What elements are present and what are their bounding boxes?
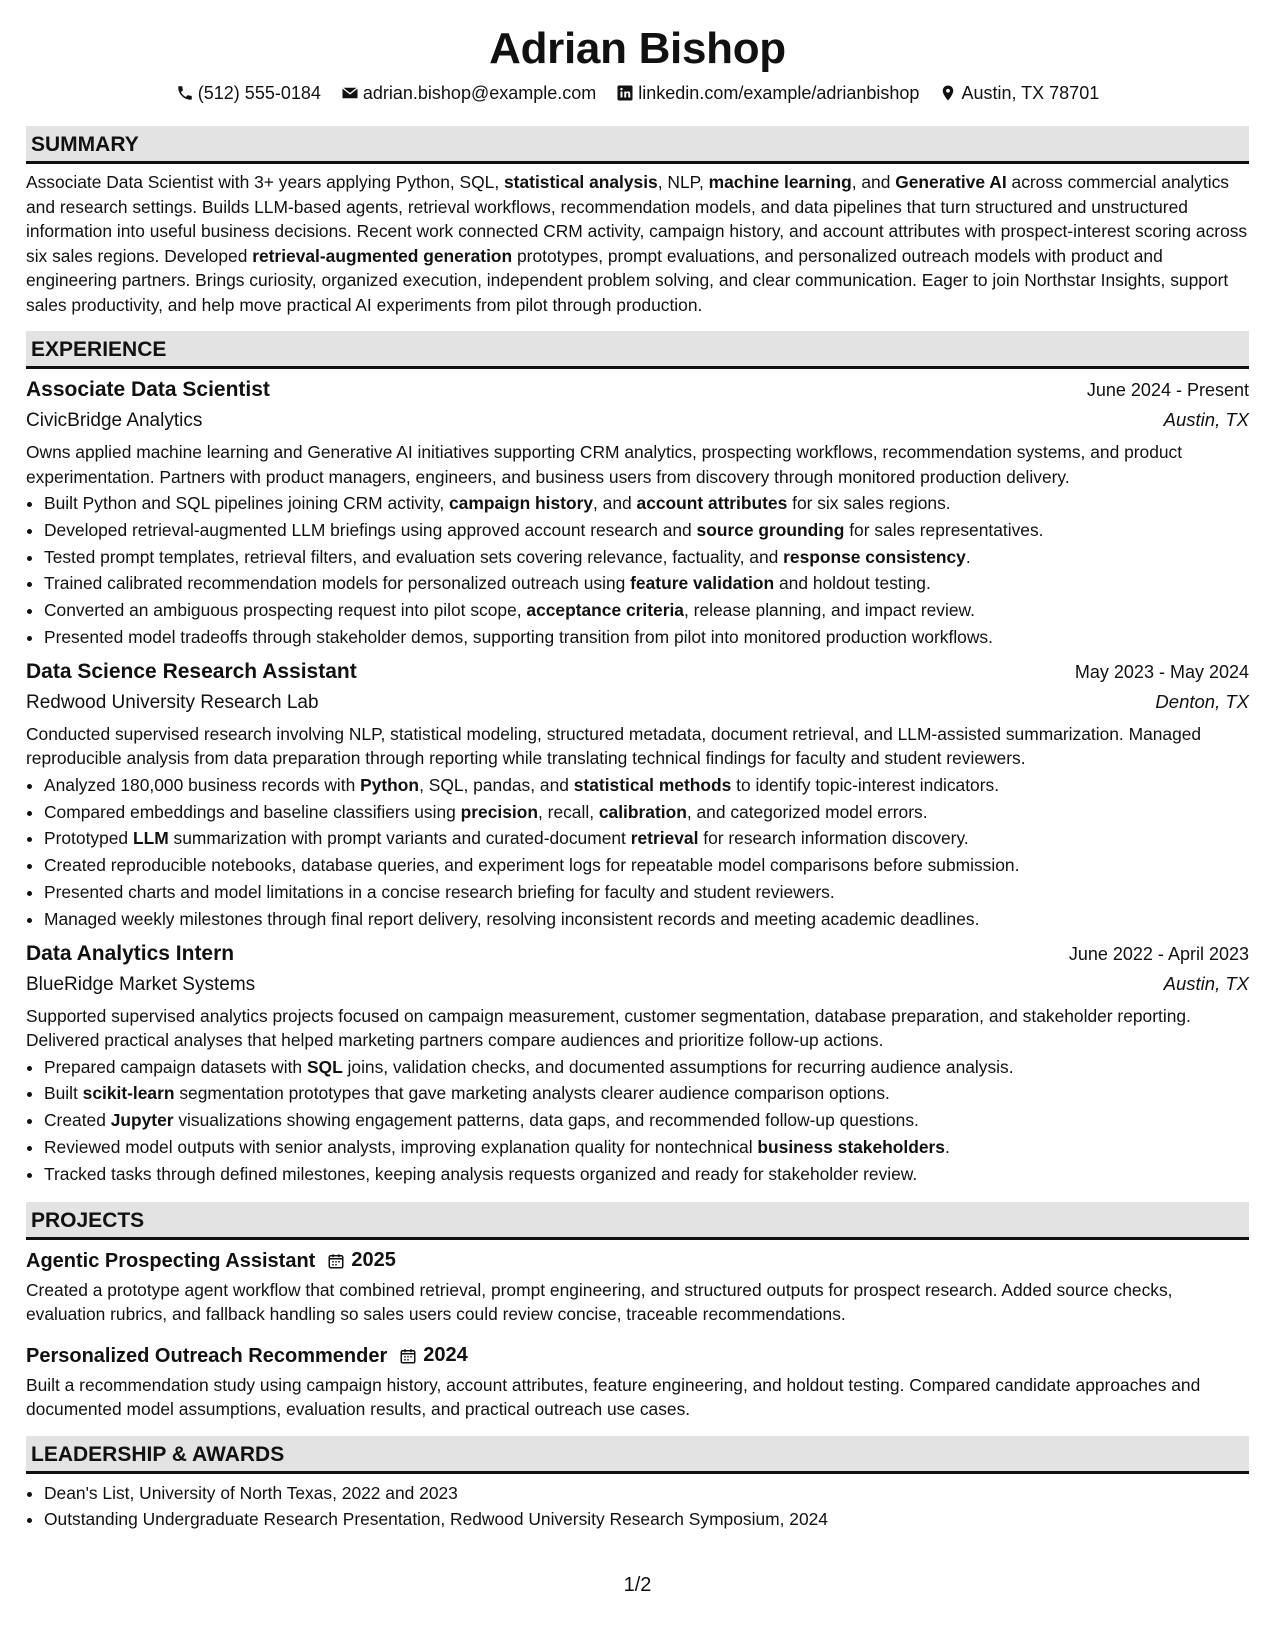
- text-run: Compared embeddings and baseline classifiers using: [44, 801, 461, 822]
- project-entry: [26, 1341, 1249, 1422]
- job-location: Austin, TX: [1163, 409, 1249, 430]
- bullet-item: [44, 570, 1249, 597]
- job-entry: [26, 375, 1249, 651]
- text-run: , SQL, pandas, and: [419, 774, 574, 795]
- award-item: • Outstanding Undergraduate Research Presentation, Redwood University Research Symposium, 2024: [44, 1506, 1249, 1533]
- job-title: Data Science Research Assistant: [26, 659, 357, 683]
- contact-email[interactable]: [341, 80, 596, 106]
- job-entry: [26, 657, 1249, 933]
- bullet-item: [44, 597, 1249, 624]
- text-run: Presented charts and model limitations in a concise research briefing for faculty and student reviewers.: [44, 881, 835, 902]
- linkedin-link[interactable]: linkedin.com/example/adrianbishop: [638, 83, 920, 103]
- text-run: Created reproducible notebooks, database queries, and experiment logs for repeatable model comparisons before submission.: [44, 855, 1020, 876]
- text-run: for sales representatives.: [844, 519, 1044, 540]
- job-location: Denton, TX: [1155, 690, 1249, 712]
- job-location: Austin, TX: [1163, 972, 1249, 994]
- section-heading-projects: PROJECTS: [26, 1202, 1249, 1240]
- text-run: Reviewed model outputs with senior analysts, improving explanation quality for nontechnical: [44, 1136, 758, 1157]
- bullet-item: [44, 799, 1249, 826]
- bullet-item: [44, 1054, 1249, 1081]
- bullet-item: [44, 624, 1249, 651]
- bullet-item: [44, 1134, 1249, 1161]
- email-link[interactable]: adrian.bishop@example.com: [362, 83, 597, 103]
- bold-keyword: statistical analysis: [504, 172, 658, 192]
- text-run: , NLP,: [657, 172, 709, 192]
- bold-keyword: source grounding: [696, 519, 845, 540]
- text-run: Presented model tradeoffs through stakeholder demos, supporting transition from pilot into monitored production workflows.: [44, 626, 993, 647]
- phone-text: (512) 555-0184: [197, 83, 321, 103]
- job-dates: June 2024 - Present: [1086, 380, 1249, 400]
- project-description: Created a prototype agent workflow that combined retrieval, prompt engineering, and structured outputs for prospect research. Added source checks, evaluation rubrics, and fallback handling so sales users could review concise, traceable recommendations.: [26, 1279, 1173, 1325]
- job-bullets: [26, 772, 1249, 933]
- text-run: summarization with prompt variants and curated-document: [168, 828, 631, 849]
- resume-page: [26, 22, 1249, 1533]
- bold-keyword: response consistency: [783, 546, 966, 567]
- bullet-item: [44, 852, 1249, 879]
- job-description: Conducted supervised research involving NLP, statistical modeling, structured metadata, document retrieval, and LLM-assisted summarization. Managed reproducible analysis from data preparation through reporting while translating technical findings for faculty and student reviewers.: [26, 723, 1202, 769]
- bold-keyword: calibration: [598, 801, 687, 822]
- bullet-item: [44, 879, 1249, 906]
- job-title: Associate Data Scientist: [26, 378, 270, 401]
- text-run: Managed weekly milestones through final report delivery, resolving inconsistent records and meeting academic deadlines.: [44, 908, 980, 929]
- project-title: Personalized Outreach Recommender: [26, 1344, 388, 1367]
- bullet-item: [44, 544, 1249, 571]
- bold-keyword: retrieval-augmented generation: [252, 245, 513, 266]
- envelope-icon: [341, 84, 359, 102]
- project-year: [327, 1249, 396, 1272]
- text-run: Analyzed 180,000 business records with: [44, 774, 361, 795]
- bold-keyword: campaign history: [449, 493, 594, 513]
- text-run: to identify topic-interest indicators.: [731, 774, 1000, 795]
- text-run: Prepared campaign datasets with: [44, 1056, 307, 1077]
- linkedin-icon: [616, 84, 634, 102]
- text-run: for research information discovery.: [698, 828, 969, 849]
- summary-section: [26, 126, 1249, 317]
- bold-keyword: statistical methods: [573, 774, 732, 795]
- page-number: 1/2: [623, 1574, 652, 1596]
- text-run: Tested prompt templates, retrieval filters, and evaluation sets covering relevance, factuality, and: [44, 546, 784, 567]
- bullet-item: [44, 825, 1249, 852]
- bold-keyword: account attributes: [636, 493, 788, 513]
- calendar-icon: [399, 1347, 417, 1365]
- job-dates: June 2022 - April 2023: [1068, 943, 1249, 964]
- project-year-text: 2024: [423, 1344, 468, 1367]
- project-entry: [26, 1246, 1249, 1327]
- job-entry: [26, 939, 1249, 1188]
- text-run: for six sales regions.: [787, 493, 951, 513]
- text-run: segmentation prototypes that gave marketing analysts clearer audience comparison options.: [174, 1083, 890, 1104]
- text-run: Built: [44, 1083, 83, 1104]
- project-year: [399, 1344, 468, 1367]
- text-run: , and: [851, 172, 896, 192]
- calendar-icon: [327, 1252, 345, 1270]
- text-run: prototypes, prompt evaluations, and personalized outreach models with product and engineering partners. Brings curiosity, organized execution, independent problem solving, and clear communication. Eager to join Northstar Insights, support sales productivity, and help move practical AI experiments from pilot through production.: [26, 245, 1229, 315]
- project-year-text: 2025: [351, 1249, 396, 1272]
- experience-section: [26, 331, 1249, 1188]
- text-run: and holdout testing.: [774, 573, 931, 594]
- text-run: Associate Data Scientist with 3+ years applying Python, SQL,: [26, 172, 505, 192]
- text-run: Tracked tasks through defined milestones, keeping analysis requests organized and ready for stakeholder review.: [44, 1163, 918, 1184]
- text-run: joins, validation checks, and documented assumptions for recurring audience analysis.: [342, 1056, 1014, 1077]
- text-run: Developed retrieval-augmented LLM briefings using approved account research and: [44, 519, 697, 540]
- contact-phone: [176, 80, 321, 106]
- contact-bar: [26, 80, 1249, 106]
- bold-keyword: scikit-learn: [82, 1083, 175, 1104]
- text-run: , and categorized model errors.: [686, 801, 928, 822]
- location-text: Austin, TX 78701: [961, 83, 1100, 103]
- bold-keyword: acceptance criteria: [526, 600, 684, 621]
- job-title: Data Analytics Intern: [26, 941, 235, 965]
- bold-keyword: feature validation: [630, 573, 775, 594]
- bold-keyword: retrieval: [630, 828, 699, 849]
- text-run: .: [965, 546, 971, 567]
- company-name: BlueRidge Market Systems: [26, 973, 256, 995]
- project-description: Built a recommendation study using campaign history, account attributes, feature engineering, and holdout testing. Compared candidate approaches and documented model assumptions, evaluation results, and practical outreach use cases.: [26, 1374, 1201, 1420]
- bullet-item: [44, 1107, 1249, 1134]
- bold-keyword: machine learning: [708, 172, 852, 192]
- text-run: , release planning, and impact review.: [683, 600, 975, 621]
- leadership-section: [26, 1436, 1249, 1534]
- text-run: , recall,: [537, 801, 599, 822]
- text-run: , and: [593, 493, 637, 513]
- text-run: Converted an ambiguous prospecting request into pilot scope,: [44, 600, 527, 621]
- bullet-item: [44, 490, 1249, 517]
- text-run: .: [944, 1136, 950, 1157]
- bullet-item: [44, 772, 1249, 799]
- award-item: • Dean's List, University of North Texas, 2022 and 2023: [44, 1480, 1249, 1507]
- job-bullets: [26, 490, 1249, 651]
- contact-linkedin[interactable]: [616, 80, 919, 106]
- section-heading-summary: SUMMARY: [26, 126, 1249, 164]
- bullet-item: [44, 1080, 1249, 1107]
- phone-icon: [176, 84, 194, 102]
- section-heading-experience: EXPERIENCE: [26, 331, 1249, 369]
- text-run: across commercial analytics and research settings. Builds LLM-based agents, retrieval workflows, recommendation models, and data pipelines that turn structured and unstructured information into useful business decisions. Recent work connected CRM activity, campaign history, and account attributes with prospect-interest scoring across six sales regions. Developed: [26, 172, 1248, 266]
- bold-keyword: precision: [460, 801, 538, 822]
- map-pin-icon: [939, 84, 957, 102]
- candidate-name: Adrian Bishop: [489, 24, 786, 73]
- project-title: Agentic Prospecting Assistant: [26, 1249, 316, 1272]
- bold-keyword: business stakeholders: [757, 1136, 945, 1157]
- section-heading-leadership: LEADERSHIP & AWARDS: [26, 1436, 1249, 1474]
- bullet-item: [44, 517, 1249, 544]
- text-run: Trained calibrated recommendation models for personalized outreach using: [44, 573, 631, 594]
- text-run: Prototyped: [44, 828, 133, 849]
- text-run: Built Python and SQL pipelines joining CRM activity,: [44, 493, 450, 513]
- bullet-item: [44, 1161, 1249, 1188]
- summary-text: [26, 170, 1249, 317]
- text-run: Created: [44, 1110, 111, 1131]
- bold-keyword: LLM: [132, 828, 169, 849]
- company-name: Redwood University Research Lab: [26, 691, 319, 713]
- job-description: Supported supervised analytics projects focused on campaign measurement, customer segmentation, database preparation, and stakeholder reporting. Delivered practical analyses that helped marketing partners compare audiences and prioritize follow-up actions.: [26, 1005, 1191, 1051]
- projects-section: [26, 1202, 1249, 1422]
- bold-keyword: Python: [360, 774, 420, 795]
- awards-list: [26, 1480, 1249, 1534]
- job-bullets: [26, 1054, 1249, 1188]
- text-run: visualizations showing engagement patterns, data gaps, and recommended follow-up questions.: [173, 1110, 919, 1131]
- job-description: Owns applied machine learning and Generative AI initiatives supporting CRM analytics, prospecting workflows, recommendation systems, and product experimentation. Partners with product managers, engineers, and business users from discovery through monitored production delivery.: [26, 442, 1183, 487]
- bold-keyword: Generative AI: [895, 172, 1007, 192]
- contact-location: [939, 80, 1099, 106]
- bold-keyword: SQL: [306, 1056, 343, 1077]
- bold-keyword: Jupyter: [110, 1110, 174, 1131]
- job-dates: May 2023 - May 2024: [1074, 661, 1249, 682]
- bullet-item: [44, 906, 1249, 933]
- company-name: CivicBridge Analytics: [26, 410, 203, 431]
